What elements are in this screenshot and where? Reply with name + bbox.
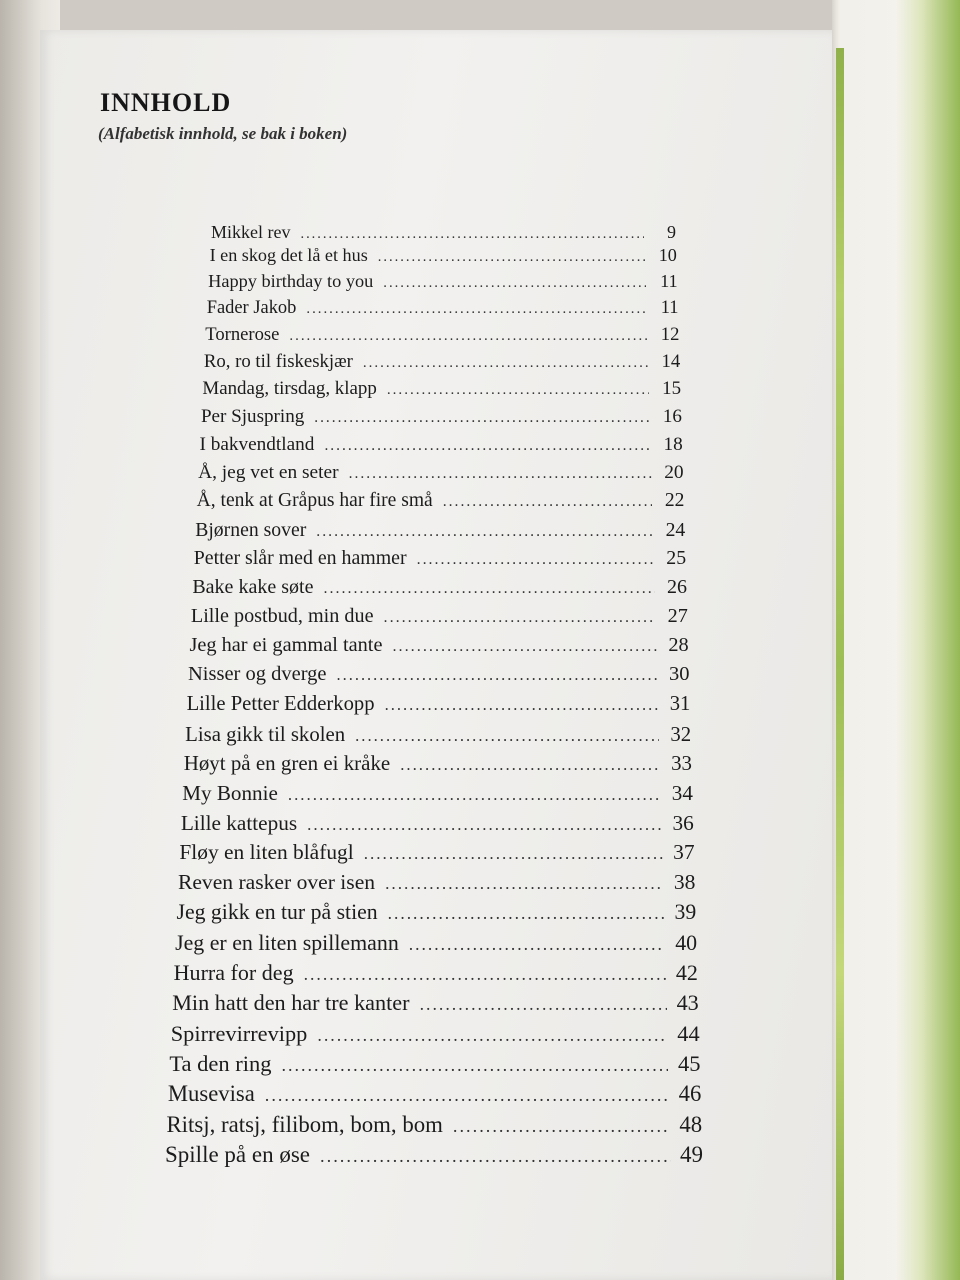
- toc-entry: [198, 462, 684, 484]
- toc-entry: [172, 990, 699, 1016]
- toc-entry: [201, 406, 682, 428]
- toc-entry-page: 37: [673, 840, 695, 865]
- toc-leader-dots: [420, 994, 667, 1015]
- toc-entry-page: 32: [670, 721, 692, 746]
- toc-leader-dots: [306, 301, 646, 318]
- toc-entry-page: 39: [674, 900, 697, 925]
- toc-entry-page: 48: [679, 1111, 703, 1137]
- toc-entry-page: 49: [680, 1142, 703, 1167]
- toc-entry: [194, 547, 686, 570]
- toc-entry: [174, 960, 698, 986]
- toc-entry-title: Lille Petter Edderkopp: [186, 692, 375, 715]
- toc-entry-page: 10: [658, 245, 677, 266]
- toc-entry-page: 45: [677, 1050, 701, 1076]
- toc-entry-title: Min hatt den har tre kanter: [172, 990, 410, 1016]
- toc-entry-page: 22: [664, 490, 685, 512]
- toc-leader-dots: [400, 755, 660, 775]
- toc-leader-dots: [363, 355, 648, 372]
- toc-entry: [195, 519, 685, 542]
- toc-leader-dots: [300, 226, 644, 243]
- toc-entry-page: 36: [672, 810, 694, 835]
- toc-leader-dots: [304, 964, 666, 985]
- toc-leader-dots: [314, 409, 650, 427]
- toc-entry-title: Hurra for deg: [173, 960, 294, 986]
- toc-entry-page: 33: [671, 751, 693, 776]
- toc-entry: [187, 693, 691, 716]
- toc-entry-title: Lille postbud, min due: [190, 605, 374, 628]
- toc-entry: [205, 324, 679, 346]
- toc-entry: [208, 271, 678, 292]
- toc-entry: [171, 1021, 700, 1047]
- toc-leader-dots: [364, 844, 663, 864]
- toc-entry-title: Mandag, tirsdag, klapp: [202, 378, 377, 400]
- page-subtitle: (Alfabetisk innhold, se bak i boken): [98, 124, 348, 143]
- toc-entry: [191, 605, 688, 628]
- toc-entry-title: Høyt på en gren ei kråke: [183, 751, 391, 776]
- toc-entry-page: 44: [677, 1020, 700, 1046]
- toc-entry-title: Jeg har ei gammal tante: [189, 634, 383, 657]
- toc-entry-title: Å, jeg vet en seter: [198, 461, 339, 483]
- toc-entry-page: 11: [660, 270, 678, 291]
- toc-entry-page: 34: [671, 781, 693, 805]
- toc-entry-page: 18: [663, 433, 683, 455]
- toc-entry-title: Spille på en øse: [165, 1142, 310, 1167]
- toc-entry: [169, 1051, 700, 1077]
- toc-entry-title: Fløy en liten blåfugl: [179, 840, 354, 865]
- toc-leader-dots: [288, 785, 661, 805]
- toc-entry-title: Ritsj, ratsj, filibom, bom, bom: [166, 1111, 443, 1137]
- toc-entry-title: Bjørnen sover: [195, 518, 307, 541]
- toc-entry-title: Fader Jakob: [206, 296, 297, 317]
- toc-entry-page: 9: [667, 222, 676, 242]
- toc-entry: [204, 351, 680, 373]
- toc-leader-dots: [355, 726, 659, 746]
- toc-entry-page: 38: [673, 870, 696, 895]
- toc-entry-page: 46: [678, 1081, 702, 1107]
- toc-entry-title: Jeg gikk en tur på stien: [176, 900, 378, 925]
- toc-entry-page: 16: [662, 405, 682, 427]
- toc-entry-title: Ta den ring: [169, 1050, 272, 1076]
- toc-entry-title: I bakvendtland: [199, 433, 315, 455]
- toc-entry: [181, 811, 694, 836]
- toc-leader-dots: [383, 275, 645, 292]
- toc-leader-dots: [387, 381, 649, 399]
- toc-leader-dots: [337, 665, 658, 685]
- toc-leader-dots: [282, 1055, 669, 1076]
- toc-leader-dots: [388, 903, 665, 924]
- toc-leader-dots: [392, 637, 656, 656]
- toc-entry: [202, 378, 681, 400]
- toc-entry-page: 11: [660, 296, 679, 317]
- toc-leader-dots: [265, 1085, 670, 1106]
- toc-entry: [192, 576, 687, 599]
- toc-entry-page: 26: [666, 576, 687, 599]
- toc-entry-title: Reven rasker over isen: [177, 870, 376, 895]
- toc-leader-dots: [307, 815, 662, 835]
- table-of-contents: [0, 222, 960, 1182]
- toc-entry: [207, 297, 679, 318]
- toc-entry: [175, 930, 697, 956]
- toc-entry-title: Lisa gikk til skolen: [185, 721, 346, 746]
- toc-entry: [197, 490, 685, 512]
- toc-entry-page: 42: [675, 960, 698, 986]
- toc-entry: [210, 245, 677, 266]
- toc-entry: [177, 900, 697, 925]
- toc-leader-dots: [417, 551, 655, 569]
- toc-entry: [166, 1112, 702, 1138]
- toc-entry-title: Jeg er en liten spillemann: [175, 930, 399, 956]
- toc-entry-page: 31: [669, 692, 691, 715]
- toc-entry-title: Å, tenk at Gråpus har fire små: [196, 490, 433, 512]
- toc-entry-title: Musevisa: [167, 1081, 255, 1107]
- toc-entry: [178, 870, 695, 895]
- toc-leader-dots: [378, 249, 645, 266]
- toc-entry-page: 30: [669, 663, 690, 686]
- page-title: INNHOLD: [100, 88, 232, 117]
- toc-leader-dots: [385, 695, 659, 715]
- toc-entry-title: Petter slår med en hammer: [193, 547, 407, 570]
- toc-entry: [168, 1081, 701, 1107]
- toc-leader-dots: [320, 1146, 671, 1167]
- toc-entry-title: Mikkel rev: [211, 222, 291, 242]
- toc-entry: [185, 722, 691, 747]
- toc-leader-dots: [453, 1116, 670, 1137]
- toc-entry-page: 25: [666, 547, 687, 570]
- toc-entry-page: 20: [664, 461, 684, 483]
- toc-entry: [165, 1142, 703, 1168]
- toc-entry: [182, 781, 693, 806]
- toc-entry-page: 43: [676, 990, 699, 1016]
- toc-entry: [200, 434, 683, 456]
- toc-entry-title: I en skog det lå et hus: [209, 245, 368, 266]
- toc-entry-page: 40: [675, 930, 698, 956]
- toc-entry-page: 12: [660, 323, 680, 345]
- toc-entry-title: Lille kattepus: [180, 810, 298, 835]
- toc-entry-title: Happy birthday to you: [208, 270, 374, 291]
- toc-entry: [189, 634, 688, 657]
- toc-leader-dots: [323, 580, 654, 598]
- toc-entry: [188, 663, 690, 686]
- toc-entry-title: Per Sjuspring: [200, 405, 305, 427]
- toc-entry-title: Spirrevirrevipp: [170, 1020, 308, 1046]
- toc-entry-page: 28: [668, 634, 689, 657]
- toc-entry-title: Tornerose: [205, 323, 280, 345]
- toc-leader-dots: [409, 934, 665, 955]
- toc-entry: [184, 751, 692, 776]
- toc-leader-dots: [317, 1025, 667, 1046]
- toc-leader-dots: [349, 465, 652, 483]
- toc-entry-page: 24: [665, 518, 686, 541]
- toc-leader-dots: [443, 493, 653, 511]
- toc-entry-page: 14: [661, 350, 681, 372]
- toc-entry: [211, 222, 676, 243]
- toc-leader-dots: [384, 609, 656, 627]
- toc-leader-dots: [385, 874, 663, 894]
- toc-leader-dots: [316, 523, 653, 541]
- toc-leader-dots: [324, 437, 650, 455]
- toc-entry-title: My Bonnie: [182, 781, 278, 805]
- toc-entry-page: 27: [667, 605, 688, 628]
- toc-leader-dots: [289, 328, 647, 345]
- toc-entry: [179, 840, 694, 865]
- toc-entry-page: 15: [662, 378, 682, 400]
- toc-entry-title: Bake kake søte: [192, 576, 314, 599]
- toc-entry-title: Ro, ro til fiskeskjær: [203, 350, 353, 372]
- toc-entry-title: Nisser og dverge: [188, 663, 327, 686]
